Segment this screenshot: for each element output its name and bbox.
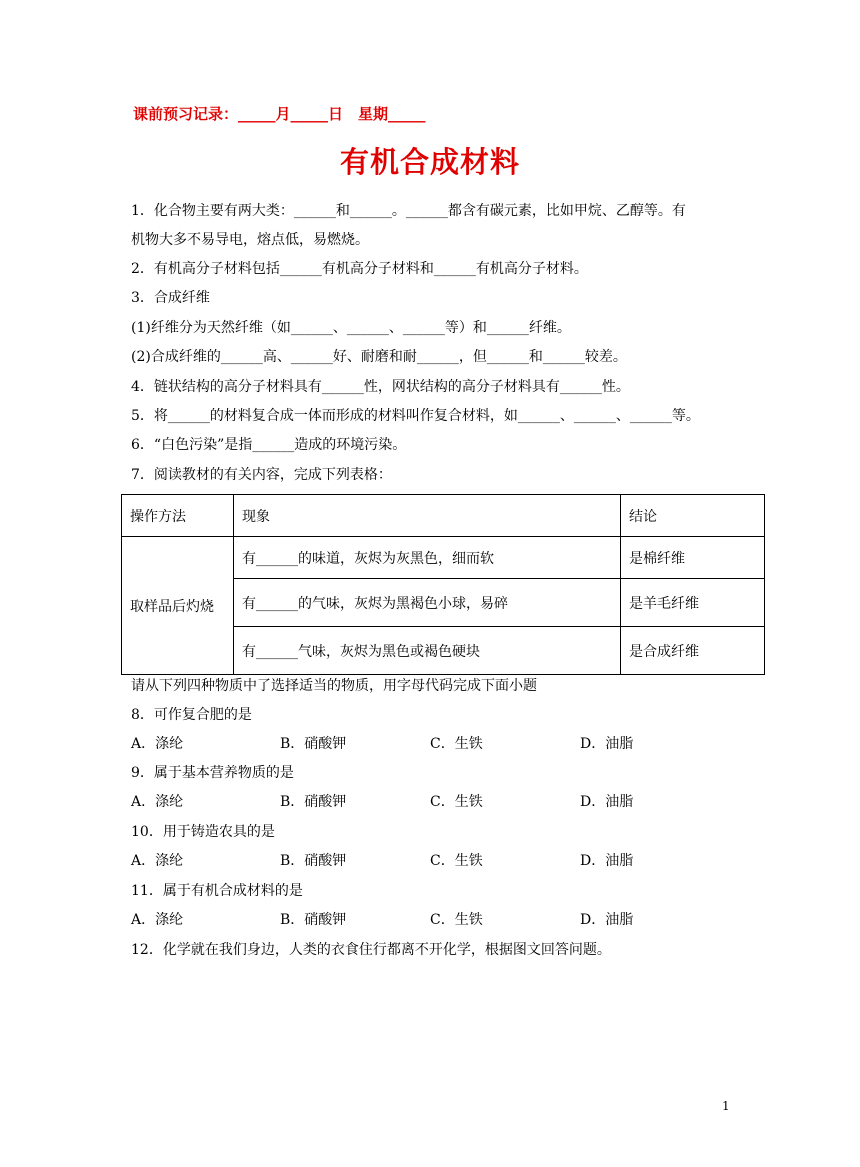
option-d: D．油脂	[580, 853, 634, 869]
question-2: 2．有机高分子材料包括______有机高分子材料和______有机高分子材料。	[131, 261, 588, 277]
page-title: 有机合成材料	[339, 145, 520, 179]
question-3-part-2: (2)合成纤维的______高、______好、耐磨和耐______，但______和______较差。	[131, 349, 627, 365]
table-header-conclusion: 结论	[621, 495, 765, 537]
table-cell-conclusion: 是棉纤维	[621, 537, 765, 579]
option-c: C．生铁	[430, 794, 483, 810]
instruction-text: 请从下列四种物质中了选择适当的物质，用字母代码完成下面小题	[131, 678, 537, 694]
option-d: D．油脂	[580, 794, 634, 810]
option-a: A．涤纶	[131, 794, 184, 810]
question-11: 11．属于有机合成材料的是	[131, 883, 303, 899]
table-cell-method: 取样品后灼烧	[122, 537, 234, 675]
option-a: A．涤纶	[131, 912, 184, 928]
table-header-row	[122, 495, 765, 537]
question-3-part-1: (1)纤维分为天然纤维（如______、______、______等）和______纤维。	[131, 320, 571, 336]
question-10: 10．用于铸造农具的是	[131, 824, 275, 840]
question-12: 12．化学就在我们身边，人类的衣食住行都离不开化学，根据图文回答问题。	[131, 942, 611, 958]
option-d: D．油脂	[580, 912, 634, 928]
table-cell-conclusion: 是羊毛纤维	[621, 579, 765, 627]
table-header-method: 操作方法	[122, 495, 234, 537]
option-c: C．生铁	[430, 912, 483, 928]
fiber-identification-table	[121, 494, 765, 675]
question-1-line-2: 机物大多不易导电，熔点低，易燃烧。	[131, 232, 369, 248]
question-3: 3．合成纤维	[131, 290, 210, 306]
option-b: B．硝酸钾	[280, 794, 347, 810]
option-d: D．油脂	[580, 736, 634, 752]
table-cell-phenomenon: 有______的味道，灰烬为灰黑色，细而软	[234, 537, 621, 579]
table-row	[122, 537, 765, 579]
table-cell-phenomenon: 有______气味，灰烬为黑色或褐色硬块	[234, 627, 621, 675]
option-c: C．生铁	[430, 736, 483, 752]
option-c: C．生铁	[430, 853, 483, 869]
question-7: 7．阅读教材的有关内容，完成下列表格：	[131, 467, 392, 483]
preview-record-header: 课前预习记录：_____月_____日 星期_____	[133, 105, 426, 123]
question-6: 6．“白色污染”是指______造成的环境污染。	[131, 437, 407, 453]
question-4: 4．链状结构的高分子材料具有______性，网状结构的高分子材料具有______性。	[131, 379, 630, 395]
page-number: 1	[722, 1099, 730, 1113]
table-cell-phenomenon: 有______的气味，灰烬为黑褐色小球，易碎	[234, 579, 621, 627]
question-5: 5．将______的材料复合成一体而形成的材料叫作复合材料，如______、______、______等。	[131, 408, 700, 424]
option-b: B．硝酸钾	[280, 853, 347, 869]
question-8: 8．可作复合肥的是	[131, 707, 252, 723]
option-a: A．涤纶	[131, 736, 184, 752]
question-9: 9．属于基本营养物质的是	[131, 765, 294, 781]
table-header-phenomenon: 现象	[234, 495, 621, 537]
option-b: B．硝酸钾	[280, 912, 347, 928]
option-b: B．硝酸钾	[280, 736, 347, 752]
option-a: A．涤纶	[131, 853, 184, 869]
table-cell-conclusion: 是合成纤维	[621, 627, 765, 675]
question-1-line-1: 1．化合物主要有两大类：______和______。______都含有碳元素，比如甲烷、乙醇等。有	[131, 203, 686, 219]
